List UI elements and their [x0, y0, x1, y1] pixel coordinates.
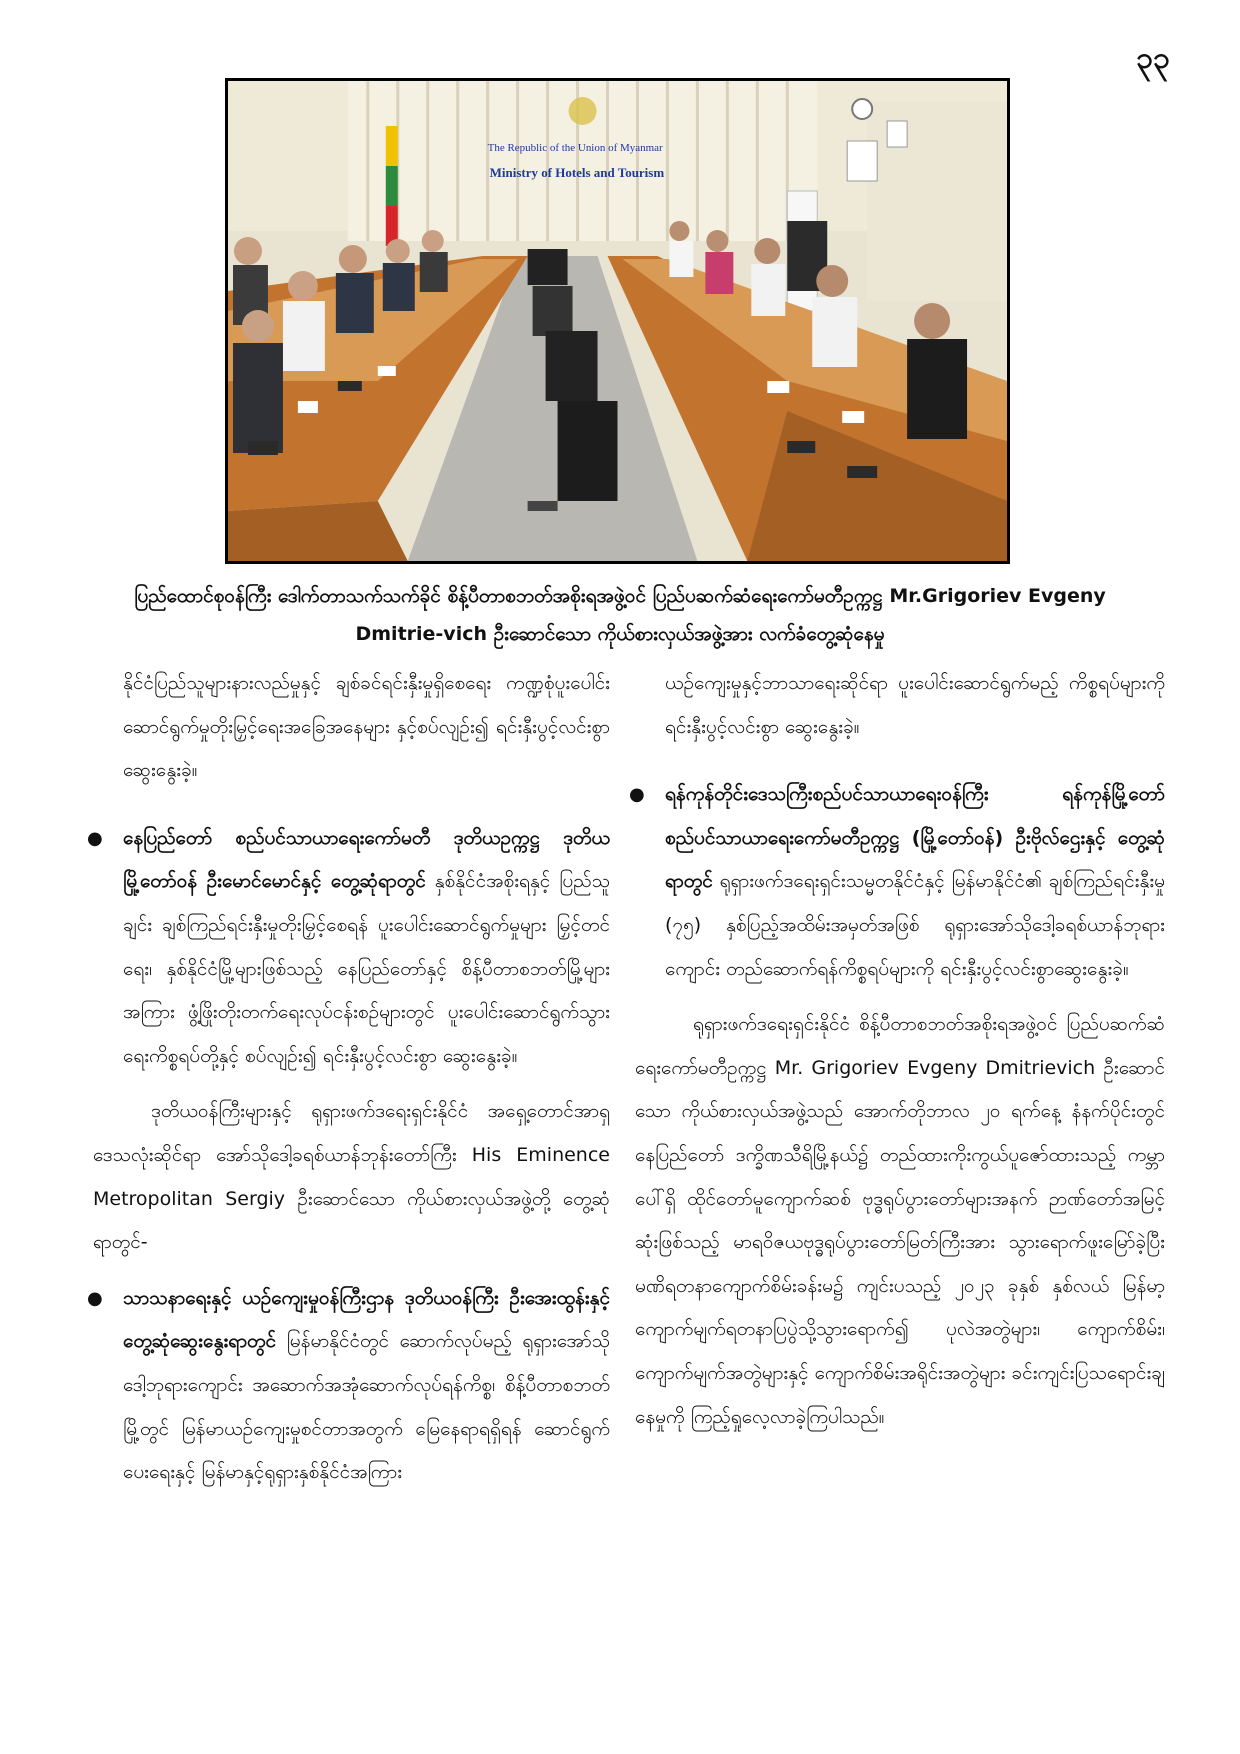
bullet-lead: နေပြည်တော် စည်ပင်သာယာရေးကော်မတီ ဒုတိယဥက္ကဋ္ဌ ဒုတိယမြို့တော်ဝန် ဦးမောင်မောင်နှင့် တွေ့ဆုံရာတွင်	[123, 826, 610, 893]
left-intro-paragraph: နိုင်ငံပြည်သူများနားလည်မှုနှင့် ချစ်ခင်ရင်းနှီးမှုရှိစေရေး ကဏ္ဍစုံပူးပေါင်းဆောင်ရွက်မှုတိုးမြှင့်ရေးအခြေအနေများ နှင့်စပ်လျဉ်း၍ ရင်းနှီးပွင့်လင်းစွာ ဆွေးနွေးခဲ့။	[123, 672, 610, 782]
bullet-body: မြန်မာနိုင်ငံတွင် ဆောက်လုပ်မည့် ရုရှားအော်သိုဒေါ့ဘုရားကျောင်း အဆောက်အအုံဆောက်လုပ်ရန်ကိစ္စ၊ စိန့်ပီတာစဘတ်မြို့တွင် မြန်မာယဉ်ကျေးမှုစင်တာအတွက် မြေနေရာရရှိရန် ဆောင်ရွက်ပေးရေးနှင့် မြန်မာနှင့်ရုရှားနှစ်နိုင်ငံအကြား	[123, 1330, 610, 1484]
bullet-item	[93, 1277, 610, 1495]
bullet-item	[93, 817, 610, 1079]
right-intro-paragraph: ယဉ်ကျေးမှုနှင့်ဘာသာရေးဆိုင်ရာ ပူးပေါင်းဆောင်ရွက်မည့် ကိစ္စရပ်များကို ရင်းနှီးပွင့်လင်းစွာ ဆွေးနွေးခဲ့။	[665, 672, 1165, 738]
svg-text:The Republic of the Union of M: The Republic of the Union of Myanmar	[487, 141, 663, 155]
caption-line-1: ပြည်ထောင်စုဝန်ကြီး ဒေါက်တာသက်သက်ခိုင် စိန့်ပီတာစဘတ်အစိုးရအဖွဲ့ဝင် ပြည်ပဆက်ဆံရေးကော်မတီဥက္ကဋ္ဌ Mr.Grigoriev Evgeny	[134, 585, 1106, 607]
right-paragraph: ရုရှားဖက်ဒရေးရှင်းနိုင်ငံ စိန့်ပီတာစဘတ်အစိုးရအဖွဲ့ဝင် ပြည်ပဆက်ဆံရေးကော်မတီဥက္ကဋ္ဌ Mr. Grigoriev Evgeny Dmitrievich ဦးဆောင်သော ကိုယ်စားလှယ်အဖွဲ့သည် အောက်တိုဘာလ ၂၀ ရက်နေ့ နံနက်ပိုင်းတွင် နေပြည်တော် ဒက္ခိဏသီရိမြို့နယ်၌ တည်ထားကိုးကွယ်ပူဇော်ထားသည့် ကမ္ဘာပေါ်ရှိ ထိုင်တော်မူကျောက်ဆစ် ဗုဒ္ဓရုပ်ပွားတော်များအနက် ဉာဏ်တော်အမြင့်ဆုံးဖြစ်သည့် မာရဝိဇယဗုဒ္ဓရုပ်ပွားတော်မြတ်ကြီးအား သွားရောက်ဖူးမြော်ခဲ့ပြီး မဏိရတနာကျောက်စိမ်းခန်းမ၌ ကျင်းပသည့် ၂၀၂၃ ခုနှစ် နှစ်လယ် မြန်မာ့ကျောက်မျက်ရတနာပြပွဲသို့သွားရောက်၍ ပုလဲအတွဲများ၊ ကျောက်စိမ်း၊ ကျောက်မျက်အတွဲများနှင့် ကျောက်စိမ်းအရိုင်းအတွဲများ ခင်းကျင်းပြသရောင်းချနေမှုကို ကြည့်ရှုလေ့လာခဲ့ကြပါသည်။	[635, 1013, 1165, 1428]
photo-caption	[70, 577, 1170, 653]
left-column	[93, 662, 610, 1495]
bullet-lead: ရန်ကုန်တိုင်းဒေသကြီးစည်ပင်သာယာရေးဝန်ကြီး ရန်ကုန်မြို့တော် စည်ပင်သာယာရေးကော်မတီဥက္ကဋ္ဌ (မြို့တော်ဝန်) ဦးဗိုလ်ဌေးနှင့် တွေ့ဆုံရာတွင်	[665, 783, 1165, 893]
bullet-body: နှစ်နိုင်ငံအစိုးရနှင့် ပြည်သူချင်း ချစ်ကြည်ရင်းနှီးမှုတိုးမြှင့်စေရန် ပူးပေါင်းဆောင်ရွက်မှုများ မြှင့်တင်ရေး၊ နှစ်နိုင်ငံမြို့များဖြစ်သည့် နေပြည်တော်နှင့် စိန့်ပီတာစဘတ်မြို့များအကြား ဖွံ့ဖြိုးတိုးတက်ရေးလုပ်ငန်းစဉ်များတွင် ပူးပေါင်းဆောင်ရွက်သွားရေးကိစ္စရပ်တို့နှင့် စပ်လျဉ်း၍ ရင်းနှီးပွင့်လင်းစွာ ဆွေးနွေးခဲ့။	[123, 870, 610, 1067]
meeting-photo	[225, 78, 1010, 564]
left-paragraph: ဒုတိယဝန်ကြီးများနှင့် ရုရှားဖက်ဒရေးရှင်းနိုင်ငံ အရှေ့တောင်အာရှဒေသလုံးဆိုင်ရာ အော်သိုဒေါ့ခရစ်ယာန်ဘုန်းတော်ကြီး His Eminence Metropolitan Sergiy ဦးဆောင်သော ကိုယ်စားလှယ်အဖွဲ့တို့ တွေ့ဆုံရာတွင်-	[93, 1100, 610, 1254]
svg-text:Ministry of Hotels and Tourism: Ministry of Hotels and Tourism	[489, 164, 665, 181]
bullet-lead: သာသနာရေးနှင့် ယဉ်ကျေးမှုဝန်ကြီးဌာန ဒုတိယဝန်ကြီး ဦးအေးထွန်းနှင့် တွေ့ဆုံဆွေးနွေးရာတွင်	[123, 1286, 610, 1353]
bullet-item	[635, 773, 1165, 991]
page-number: ၃၃	[1136, 41, 1170, 76]
bullet-body: ရုရှားဖက်ဒရေးရှင်းသမ္မတနိုင်ငံနှင့် မြန်မာနိုင်ငံ၏ ချစ်ကြည်ရင်းနှီးမှု (၇၅) နှစ်ပြည့်အထိမ်းအမှတ်အဖြစ် ရုရှားအော်သိုဒေါ့ခရစ်ယာန်ဘုရားကျောင်း တည်ဆောက်ရန်ကိစ္စရပ်များကို ရင်းနှီးပွင့်လင်းစွာဆွေးနွေးခဲ့။	[665, 870, 1165, 980]
meeting-photo-illustration	[228, 81, 1007, 561]
right-column	[635, 662, 1165, 1439]
caption-line-2: Dmitrie-vich ဦးဆောင်သော ကိုယ်စားလှယ်အဖွဲ့အား လက်ခံတွေ့ဆုံနေမှု	[355, 623, 885, 645]
